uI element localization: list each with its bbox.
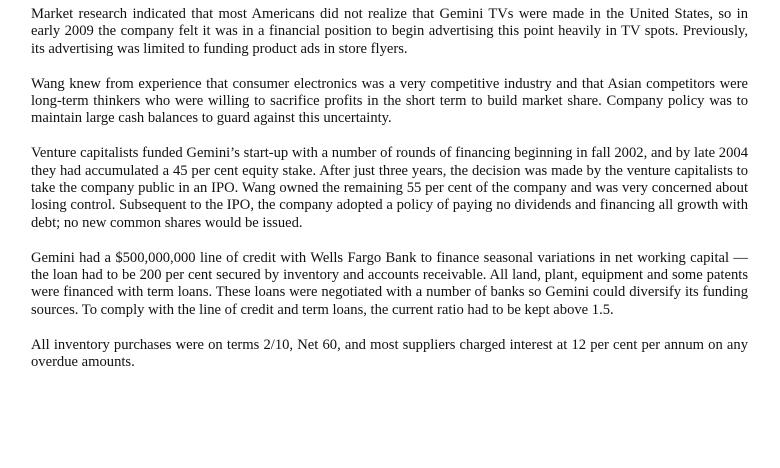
paragraph-competition: Wang knew from experience that consumer electronics was a very competitive industry and that Asian competitors were long-term thinkers who were willing to sacrifice profits in the short term to build market share. Company policy was to maintain large cash balances to guard against this uncertainty.	[31, 75, 748, 127]
paragraph-advertising: Market research indicated that most Americans did not realize that Gemini TVs were made in the United States, so in early 2009 the company felt it was in a financial position to begin advertising this point heavily in TV spots. Previously, its advertising was limited to funding product ads in store flyers.	[31, 6, 748, 57]
document-body	[31, 6, 748, 371]
paragraph-venture-capital: Venture capitalists funded Gemini’s start-up with a number of rounds of financing beginning in fall 2002, and by late 2004 they had accumulated a 45 per cent equity stake. After just three years, the decision was made by the venture capitalists to take the company public in an IPO. Wang owned the remaining 55 per cent of the company and was very concerned about losing control. Subsequent to the IPO, the company adopted a policy of paying no dividends and financing all growth with debt; no new common shares would be issued.	[31, 145, 748, 231]
paragraph-line-of-credit: Gemini had a $500,000,000 line of credit with Wells Fargo Bank to finance seasonal variations in net working capital — the loan had to be 200 per cent secured by inventory and accounts receivable. All land, plant, equipment and some patents were financed with term loans. These loans were negotiated with a number of banks so Gemini could diversify its funding sources. To comply with the line of credit and term loans, the current ratio had to be kept above 1.5.	[31, 249, 748, 318]
paragraph-inventory-terms: All inventory purchases were on terms 2/10, Net 60, and most suppliers charged interest at 12 per cent per annum on any overdue amounts.	[31, 336, 748, 371]
